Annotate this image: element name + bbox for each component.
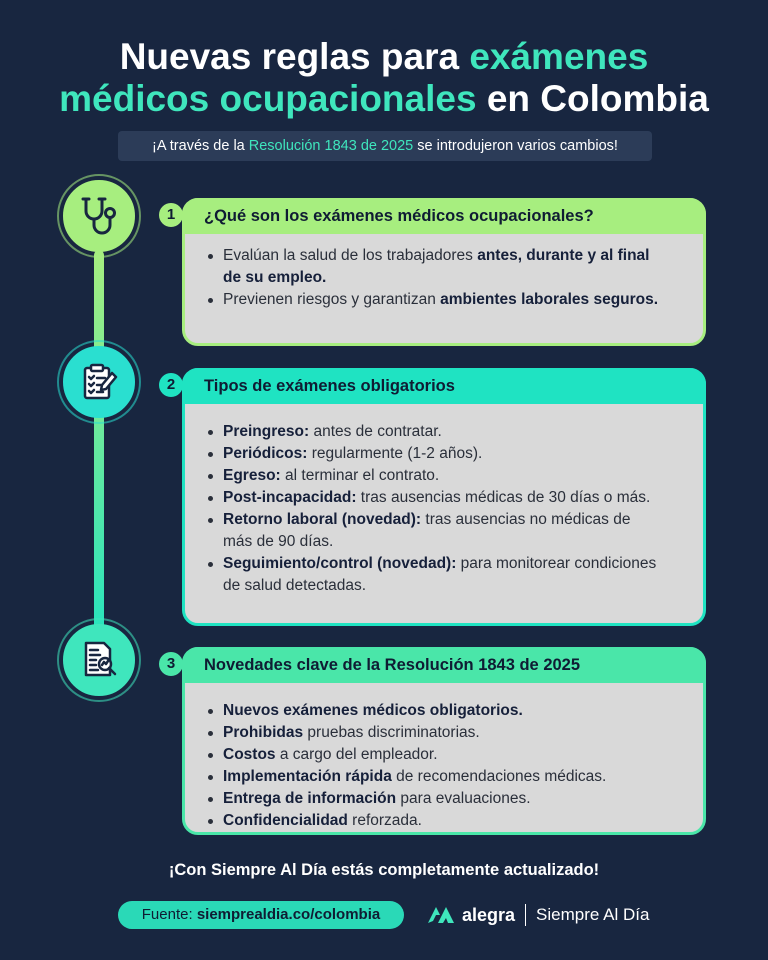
list-item: Prohibidas pruebas discriminatorias. xyxy=(205,722,663,744)
section-title: Tipos de exámenes obligatorios xyxy=(182,368,706,404)
list-item: Egreso: al terminar el contrato. xyxy=(205,465,663,487)
subtitle-pre: ¡A través de la xyxy=(152,138,249,154)
title-part2: en Colombia xyxy=(476,78,709,119)
title-part1: Nuevas reglas para xyxy=(119,36,470,77)
subtitle-post: se introdujeron varios cambios! xyxy=(413,138,618,154)
stethoscope-icon xyxy=(63,180,135,252)
brand-logo xyxy=(426,902,649,928)
list-item: Confidencialidad reforzada. xyxy=(205,810,663,832)
call-to-action: ¡Con Siempre Al Día estás completamente actualizado! xyxy=(168,861,600,879)
section-title: ¿Qué son los exámenes médicos ocupacionales? xyxy=(182,198,706,234)
list-item: Nuevos exámenes médicos obligatorios. xyxy=(205,700,663,722)
source-link[interactable] xyxy=(118,901,404,929)
icon-halo xyxy=(57,340,141,424)
list-item: Entrega de información para evaluaciones. xyxy=(205,788,663,810)
section-card-types xyxy=(182,368,706,626)
list-item: Seguimiento/control (novedad): para monitorear condiciones de salud detectadas. xyxy=(205,553,663,597)
page-title xyxy=(0,36,768,120)
list-item: Periódicos: regularmente (1-2 años). xyxy=(205,443,663,465)
icon-halo xyxy=(57,618,141,702)
section-number-badge: 1 xyxy=(156,200,186,230)
section-title: Novedades clave de la Resolución 1843 de 2025 xyxy=(182,647,706,683)
list-item: Preingreso: antes de contratar. xyxy=(205,421,663,443)
timeline-connector xyxy=(94,250,104,660)
bullet-list xyxy=(205,245,663,311)
section-card-what-are xyxy=(182,198,706,346)
subtitle-banner xyxy=(118,131,652,161)
list-item: Previenen riesgos y garantizan ambientes laborales seguros. xyxy=(205,289,663,311)
brand-siempre-al-dia: Siempre Al Día xyxy=(536,905,650,924)
title-accent1: exámenes xyxy=(469,36,649,77)
subtitle-accent: Resolución 1843 de 2025 xyxy=(248,138,414,154)
icon-halo xyxy=(57,174,141,258)
section-number-badge: 2 xyxy=(156,370,186,400)
list-item: Post-incapacidad: tras ausencias médicas de 30 días o más. xyxy=(205,487,663,509)
bullet-list xyxy=(205,421,663,597)
source-url: siemprealdia.co/colombia xyxy=(196,906,381,923)
bullet-list xyxy=(205,700,663,832)
list-item: Retorno laboral (novedad): tras ausencias no médicas de más de 90 días. xyxy=(205,509,663,553)
document-magnifier-icon xyxy=(63,624,135,696)
section-number-badge: 3 xyxy=(156,649,186,679)
list-item: Implementación rápida de recomendaciones médicas. xyxy=(205,766,663,788)
clipboard-checklist-icon xyxy=(63,346,135,418)
title-accent2: médicos ocupacionales xyxy=(59,78,477,119)
brand-divider xyxy=(525,904,526,926)
alegra-logo-icon xyxy=(426,905,456,925)
source-label: Fuente: xyxy=(141,906,197,923)
brand-alegra: alegra xyxy=(462,904,516,925)
list-item: Evalúan la salud de los trabajadores antes, durante y al final de su empleo. xyxy=(205,245,663,289)
section-card-novelties xyxy=(182,647,706,835)
list-item: Costos a cargo del empleador. xyxy=(205,744,663,766)
